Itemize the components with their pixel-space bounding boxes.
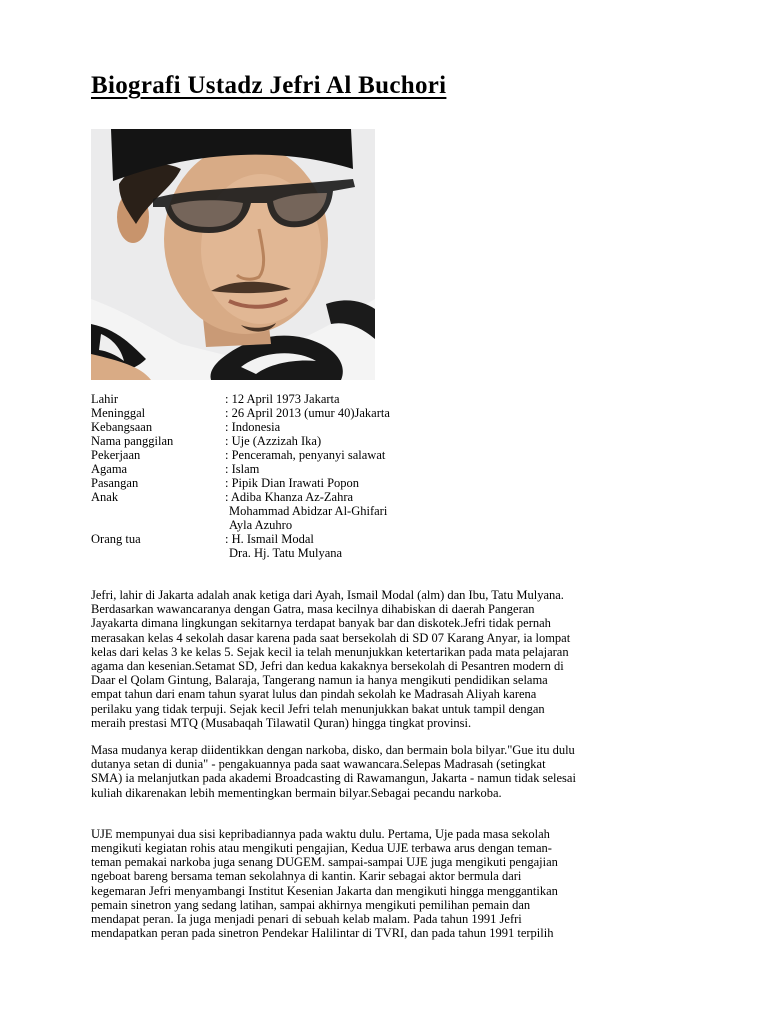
text-line: UJE mempunyai dua sisi kepribadiannya pada waktu dulu. Pertama, Uje pada masa sekolah	[91, 826, 550, 841]
paragraph-career	[91, 827, 691, 941]
text-line: Daar el Qolam Gintung, Balaraja, Tangerang namun ia hanya mengikuti pendidikan selama	[91, 673, 548, 688]
biodata-row	[91, 392, 390, 406]
text-line: Berdasarkan wawancaranya dengan Gatra, masa kecilnya dihabiskan di daerah Pangeran	[91, 602, 535, 617]
biodata-row	[91, 420, 390, 434]
text-line: Jefri, lahir di Jakarta adalah anak ketiga dari Ayah, Ismail Modal (alm) dan Ibu, Tatu Mulyana.	[91, 588, 564, 602]
text-line: mengikuti kegiatan rohis atau mengikuti pengajian, Kedua UJE terbawa arus dengan teman-	[91, 841, 552, 856]
biodata-value-line: Mohammad Abidzar Al-Ghifari	[229, 504, 388, 518]
biodata-value	[225, 476, 359, 490]
biodata-value-line: : Adiba Khanza Az-Zahra	[225, 490, 354, 504]
biodata-value-line: : Islam	[225, 462, 260, 476]
biodata-value-line: Ayla Azuhro	[229, 518, 293, 532]
biodata-value	[225, 532, 342, 560]
biodata-row	[91, 462, 390, 476]
biodata-label: Anak	[91, 490, 119, 504]
text-line: agama dan kesenian.Setamat SD, Jefri dan kedua kakaknya bersekolah di Pesantren modern di	[91, 659, 564, 674]
portrait-photo	[91, 129, 375, 380]
biodata-value	[225, 490, 387, 532]
text-line: mendapatkan peran pada sinetron Pendekar Halilintar di TVRI, dan pada tahun 1991 terpilih	[91, 926, 554, 941]
paragraph-youth	[91, 743, 691, 800]
biodata-value-line: Dra. Hj. Tatu Mulyana	[229, 546, 343, 560]
text-line: pemain sinetron yang sedang latihan, sampai akhirnya mengikuti pemilihan pemain dan	[91, 897, 531, 912]
biodata-value-line: : 12 April 1973 Jakarta	[225, 392, 340, 406]
biodata-value	[225, 462, 259, 476]
biodata-value-line: : Pipik Dian Irawati Popon	[225, 476, 360, 490]
biodata-row	[91, 476, 390, 490]
biodata-row	[91, 532, 390, 560]
biodata-value	[225, 406, 390, 420]
biodata-label: Pekerjaan	[91, 448, 141, 462]
biodata-value	[225, 420, 280, 434]
text-line: Masa mudanya kerap diidentikkan dengan narkoba, disko, dan bermain bola bilyar."Gue itu dulu	[91, 743, 575, 758]
biodata-value-line: : 26 April 2013 (umur 40)Jakarta	[225, 406, 390, 420]
text-line: mendapat peran. Ia juga menjadi penari di sebuah kelab malam. Pada tahun 1991 Jefri	[91, 912, 522, 927]
biodata-row	[91, 434, 390, 448]
text-line: ngeboat bareng bersama teman sekolahnya di kantin. Karir sebagai aktor bermula dari	[91, 869, 522, 884]
portrait-photo-icon	[91, 129, 375, 380]
text-line: kegemaran Jefri menyambangi Institut Kesenian Jakarta dan mengikuti hingga menggantikan	[91, 883, 558, 898]
text-line: meraih prestasi MTQ (Musabaqah Tilawatil Quran) hingga tingkat provinsi.	[91, 715, 472, 730]
biodata-row	[91, 406, 390, 420]
biodata-label: Nama panggilan	[91, 434, 174, 448]
biodata-label: Lahir	[91, 392, 119, 406]
biodata-label: Kebangsaan	[91, 420, 153, 434]
biodata-row	[91, 490, 390, 532]
biodata-value-line: : H. Ismail Modal	[225, 532, 314, 546]
biodata-value	[225, 448, 385, 462]
text-line: kelas dari kelas 3 ke kelas 5. Sejak kecil ia telah menunjukkan ketertarikan pada mata pelajaran	[91, 644, 569, 659]
biodata-label: Meninggal	[91, 406, 146, 420]
text-line: perilaku yang tidak terpuji. Sejak kecil Jefri telah menunjukkan bakat untuk tampil dengan	[91, 701, 545, 716]
biodata-value-line: : Uje (Azzizah Ika)	[225, 434, 322, 448]
biodata-value	[225, 392, 340, 406]
text-line: teman pemakai narkoba juga senang DUGEM. sampai-sampai UJE juga mengikuti pengajian	[91, 855, 558, 870]
biodata-value	[225, 434, 321, 448]
text-line: merasakan kelas 4 sekolah dasar karena pada saat bersekolah di SD 07 Karang Anyar, ia lompat	[91, 630, 571, 645]
biodata-label: Agama	[91, 462, 128, 476]
text-line: empat tahun dari enam tahun syarat lulus dan pindah sekolah ke Madrasah Aliyah karena	[91, 687, 537, 702]
paragraph-early-life	[91, 588, 691, 730]
biodata-value-line: : Penceramah, penyanyi salawat	[225, 448, 386, 462]
biodata-row	[91, 448, 390, 462]
biodata-value-line: : Indonesia	[225, 420, 281, 434]
biodata-table	[91, 392, 390, 560]
biodata-label: Pasangan	[91, 476, 139, 490]
text-line: dutanya setan di dunia" - pengakuannya pada saat wawancara.Selepas Madrasah (setingkat	[91, 757, 546, 772]
text-line: Jayakarta dimana lingkungan sekitarnya terdapat banyak bar dan diskotek.Jefri tidak pernah	[91, 616, 551, 631]
text-line: SMA) ia melanjutkan pada akademi Broadcasting di Rawamangun, Jakarta - namun tidak selesai	[91, 771, 576, 786]
document-title: Biografi Ustadz Jefri Al Buchori	[91, 72, 447, 99]
biodata-label: Orang tua	[91, 532, 141, 546]
biography-text	[91, 588, 691, 940]
text-line: kuliah dikarenakan lebih mementingkan bermain bilyar.Sebagai pecandu narkoba.	[91, 785, 502, 800]
